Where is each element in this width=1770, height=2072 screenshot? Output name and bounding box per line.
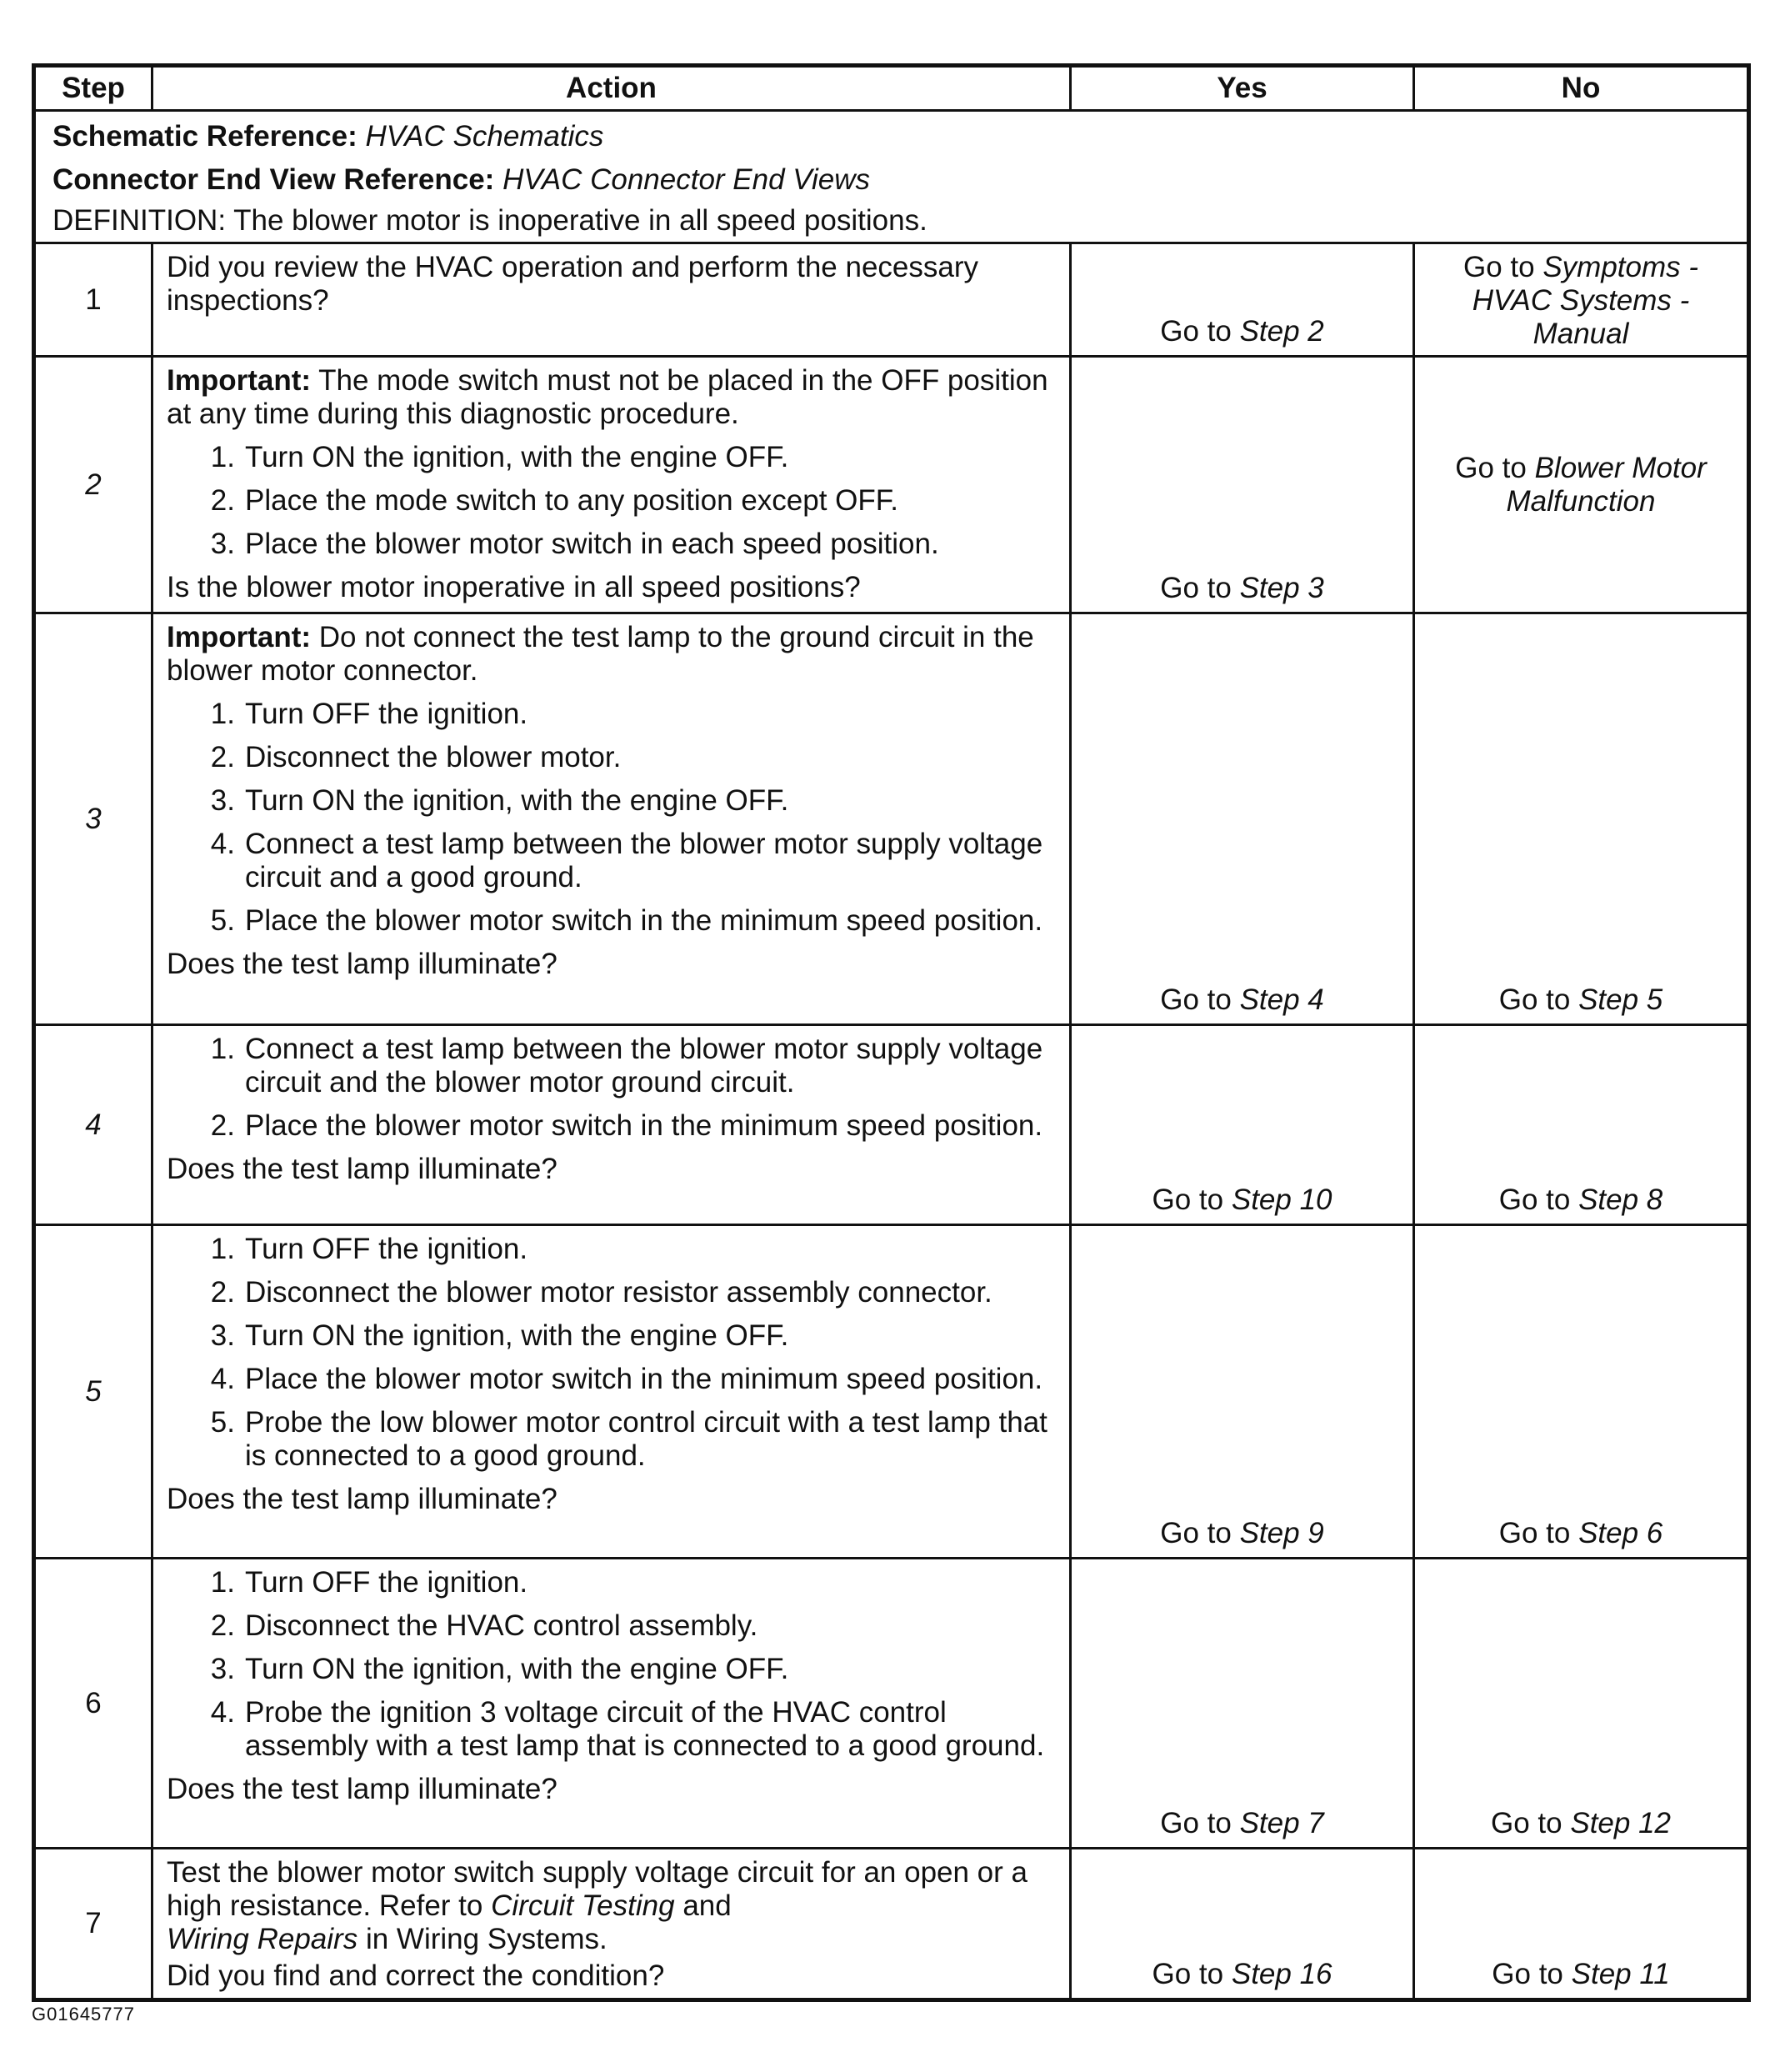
list-item: 4. Connect a test lamp between the blower motor supply voltage circuit and a good ground.: [210, 828, 1043, 893]
list-item: 3. Place the blower motor switch in each speed position.: [210, 528, 939, 560]
action-question: Does the test lamp illuminate?: [167, 1483, 558, 1515]
go-to-label: Go to: [1455, 451, 1527, 484]
yes-step-link[interactable]: Step 7: [1239, 1807, 1324, 1839]
important-note: [167, 621, 1058, 688]
yes-cell: [1071, 243, 1414, 357]
go-to-label: Go to: [1160, 1517, 1232, 1549]
step-number: 7: [34, 1849, 152, 2000]
no-link-symptoms[interactable]: Symptoms -: [1542, 251, 1699, 283]
go-to-label: Go to: [1160, 572, 1232, 604]
no-cell: [1414, 613, 1749, 1025]
list-item: 5. Place the blower motor switch in the minimum speed position.: [210, 904, 1043, 937]
go-to-label: Go to: [1160, 315, 1232, 348]
go-to-label: Go to: [1152, 1184, 1224, 1216]
yes-cell: [1071, 357, 1414, 613]
action-cell: [152, 1025, 1071, 1225]
list-item: 3. Turn ON the ignition, with the engine OFF.: [210, 784, 789, 817]
list-item: 1. Connect a test lamp between the blower motor supply voltage circuit and the blower motor ground circuit.: [210, 1033, 1043, 1099]
action-cell: [152, 1225, 1071, 1559]
no-link-manual[interactable]: Manual: [1532, 318, 1629, 350]
connector-reference-label: Connector End View Reference:: [52, 163, 495, 196]
action-cell: [152, 1849, 1071, 2000]
list-item: 1. Turn OFF the ignition.: [210, 1233, 528, 1265]
action-question: Does the test lamp illuminate?: [167, 948, 558, 980]
header-step: Step: [34, 66, 152, 111]
no-step-link[interactable]: Step 8: [1578, 1184, 1663, 1216]
action-text-part: in Wiring Systems.: [365, 1923, 608, 1955]
action-text: [167, 1856, 1058, 1956]
yes-step-link[interactable]: Step 3: [1239, 572, 1324, 604]
action-question: Does the test lamp illuminate?: [167, 1773, 558, 1805]
no-step-link[interactable]: Step 12: [1570, 1807, 1671, 1839]
figure-code: G01645777: [32, 2004, 135, 2024]
action-text-part: Test the blower motor switch supply voltage circuit for an open or a high resistance. Refer to: [167, 1856, 1028, 1922]
action-question: Is the blower motor inoperative in all speed positions?: [167, 571, 861, 603]
action-cell: [152, 243, 1071, 357]
reference-row: [34, 111, 1749, 243]
no-step-link[interactable]: Step 6: [1578, 1517, 1663, 1549]
go-to-label: Go to: [1498, 1517, 1571, 1549]
step-number: 4: [34, 1025, 152, 1225]
yes-cell: [1071, 1225, 1414, 1559]
connector-reference-link[interactable]: HVAC Connector End Views: [502, 163, 871, 196]
list-item: 3. Turn ON the ignition, with the engine OFF.: [210, 1319, 789, 1352]
action-text-part: and: [682, 1889, 732, 1922]
yes-cell: [1071, 1559, 1414, 1849]
list-item: 4. Place the blower motor switch in the minimum speed position.: [210, 1363, 1043, 1395]
go-to-label: Go to: [1498, 1184, 1571, 1216]
go-to-label: Go to: [1160, 1807, 1232, 1839]
header-row: [34, 66, 1749, 111]
step-number: 6: [34, 1559, 152, 1849]
table-row: [34, 1225, 1749, 1559]
list-item: 5. Probe the low blower motor control circuit with a test lamp that is connected to a good ground.: [210, 1406, 1048, 1472]
no-step-link[interactable]: Step 11: [1571, 1958, 1670, 1990]
action-question: Does the test lamp illuminate?: [167, 1153, 558, 1185]
schematic-reference-link[interactable]: HVAC Schematics: [365, 120, 604, 153]
circuit-testing-link[interactable]: Circuit Testing: [491, 1889, 675, 1922]
no-cell: [1414, 1849, 1749, 2000]
yes-cell: [1071, 1025, 1414, 1225]
header-no: No: [1414, 66, 1749, 111]
no-step-link[interactable]: Step 5: [1578, 983, 1663, 1016]
schematic-reference-label: Schematic Reference:: [52, 120, 358, 153]
no-cell: [1414, 1559, 1749, 1849]
important-label: Important:: [167, 364, 312, 397]
action-cell: [152, 613, 1071, 1025]
header-action: Action: [152, 66, 1071, 111]
go-to-label: Go to: [1462, 251, 1535, 283]
list-item: 4. Probe the ignition 3 voltage circuit of the HVAC control assembly with a test lamp that is connected to a good ground.: [210, 1696, 1045, 1762]
step-number: 1: [34, 243, 152, 357]
yes-step-link[interactable]: Step 4: [1239, 983, 1324, 1016]
important-label: Important:: [167, 621, 312, 653]
go-to-label: Go to: [1498, 983, 1571, 1016]
wiring-repairs-link[interactable]: Wiring Repairs: [167, 1923, 358, 1955]
no-cell: [1414, 243, 1749, 357]
list-item: 2. Place the mode switch to any position except OFF.: [210, 484, 898, 517]
important-text: The mode switch must not be placed in the OFF position at any time during this diagnostic procedure.: [167, 364, 1048, 430]
connector-reference: [52, 158, 1730, 202]
table-row: [34, 1849, 1749, 2000]
no-link-malfunction[interactable]: Malfunction: [1506, 484, 1656, 518]
table-row: [34, 1559, 1749, 1849]
list-item: 1. Turn ON the ignition, with the engine OFF.: [210, 441, 789, 473]
table-row: [34, 357, 1749, 613]
go-to-label: Go to: [1160, 983, 1232, 1016]
no-cell: [1414, 357, 1749, 613]
action-cell: [152, 1559, 1071, 1849]
step-number: 2: [34, 357, 152, 613]
table-row: [34, 243, 1749, 357]
no-link-hvac-systems[interactable]: HVAC Systems -: [1472, 284, 1690, 317]
header-yes: Yes: [1071, 66, 1414, 111]
reference-cell: [34, 111, 1749, 243]
go-to-label: Go to: [1152, 1958, 1224, 1990]
list-item: 3. Turn ON the ignition, with the engine OFF.: [210, 1653, 789, 1685]
no-link-blower-motor[interactable]: Blower Motor: [1534, 451, 1707, 484]
go-to-label: Go to: [1492, 1958, 1563, 1990]
action-cell: [152, 357, 1071, 613]
no-cell: [1414, 1025, 1749, 1225]
go-to-label: Go to: [1491, 1807, 1562, 1839]
list-item: 1. Turn OFF the ignition.: [210, 698, 528, 730]
important-text: Do not connect the test lamp to the ground circuit in the blower motor connector.: [167, 621, 1034, 687]
list-item: 2. Disconnect the blower motor resistor assembly connector.: [210, 1276, 992, 1309]
no-cell: [1414, 1225, 1749, 1559]
yes-step-link[interactable]: Step 2: [1239, 315, 1324, 348]
definition-text: DEFINITION: The blower motor is inoperative in all speed positions.: [52, 204, 928, 237]
table-row: [34, 1025, 1749, 1225]
yes-step-link[interactable]: Step 16: [1231, 1958, 1332, 1990]
action-text: Did you review the HVAC operation and perform the necessary inspections?: [167, 251, 979, 317]
list-item: 2. Place the blower motor switch in the minimum speed position.: [210, 1109, 1043, 1142]
important-note: [167, 364, 1058, 431]
yes-cell: [1071, 1849, 1414, 2000]
action-question: Did you find and correct the condition?: [167, 1959, 665, 1992]
diagnostic-table: [32, 63, 1751, 2002]
list-item: 2. Disconnect the HVAC control assembly.: [210, 1609, 758, 1642]
schematic-reference: [52, 115, 1730, 158]
yes-step-link[interactable]: Step 10: [1231, 1184, 1332, 1216]
list-item: 2. Disconnect the blower motor.: [210, 741, 622, 773]
yes-cell: [1071, 613, 1414, 1025]
step-number: 5: [34, 1225, 152, 1559]
table-row: [34, 613, 1749, 1025]
yes-step-link[interactable]: Step 9: [1239, 1517, 1324, 1549]
step-number: 3: [34, 613, 152, 1025]
list-item: 1. Turn OFF the ignition.: [210, 1566, 528, 1599]
